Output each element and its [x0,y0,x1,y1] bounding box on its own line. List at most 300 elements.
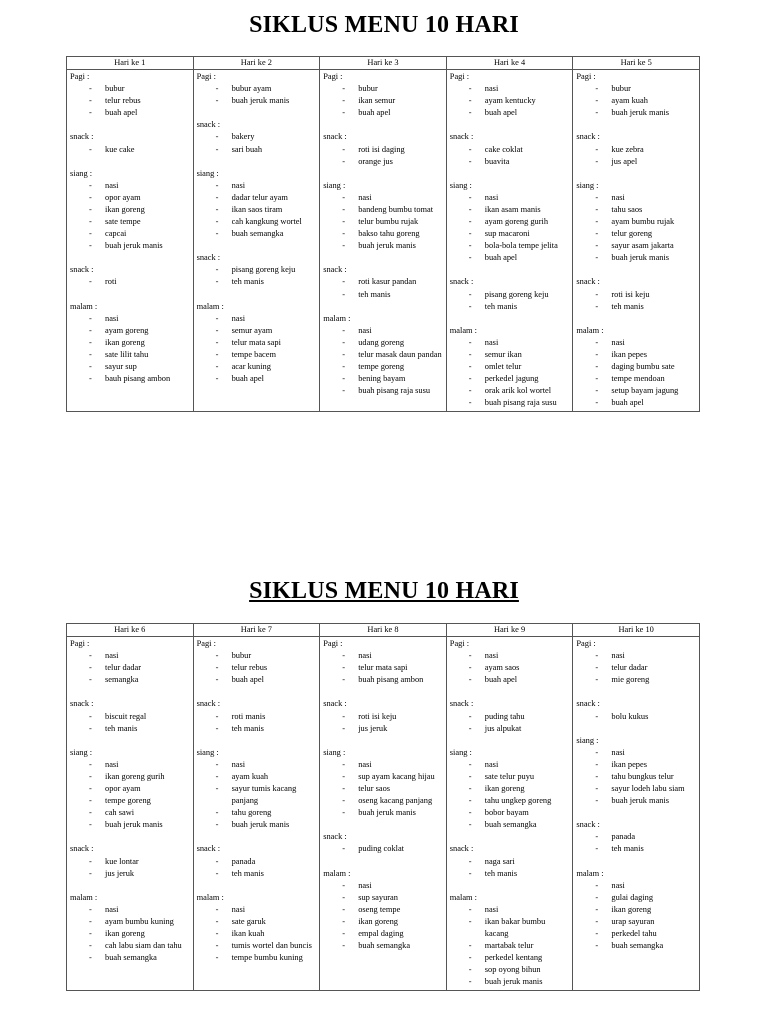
meal-section [450,747,571,832]
menu-item: - telur rebus [216,662,318,674]
menu-item: - ayam kentucky [469,95,571,107]
menu-item: - ikan pepes [595,759,697,771]
menu-item: - buah apel [216,674,318,686]
menu-item: - buah jeruk manis [469,976,571,988]
meal-section [450,180,571,265]
meal-label: malam : [70,892,98,902]
menu-row [67,70,700,412]
menu-item: - bubur [595,83,697,95]
meal-section [70,168,191,253]
menu-item: - tempe mendoan [595,373,697,385]
menu-item: - ikan goreng [89,337,191,349]
menu-item: - telur rebus [89,95,191,107]
menu-item: - nasi [469,192,571,204]
menu-item: - opor ayam [89,192,191,204]
meal-section [197,168,318,241]
meal-label: snack : [323,699,347,709]
meal-section [323,698,444,734]
menu-item: - nasi [595,747,697,759]
menu-item: - ikan kuah [216,928,318,940]
menu-item: - ikan goreng gurih [89,771,191,783]
header-row [67,57,700,70]
menu-item: - buah pisang ambon [342,674,444,686]
menu-item-list [450,856,571,880]
meal-label: malam : [70,301,98,311]
meal-section [197,698,318,734]
menu-item-list [450,337,571,410]
menu-item-list [576,83,697,119]
menu-item: - orange jus [342,156,444,168]
menu-item: - buah jeruk manis [595,795,697,807]
menu-item: - buah semangka [89,952,191,964]
meal-section [70,747,191,832]
menu-item: - nasi [469,650,571,662]
meal-label: Pagi : [196,72,216,82]
menu-item: - nasi [342,759,444,771]
menu-item: - tahu saos [595,204,697,216]
meal-label: siang : [576,180,599,190]
menu-item-list [450,192,571,265]
menu-item: - roti isi daging [342,144,444,156]
menu-item: - bening bayam [342,373,444,385]
menu-item: - ayam bumbu rujak [595,216,697,228]
menu-item: - panada [216,856,318,868]
menu-item-list [323,83,444,119]
menu-item: - opor ayam [89,783,191,795]
menu-item: - teh manis [342,289,444,301]
menu-item: - nasi [89,180,191,192]
menu-item-list [576,880,697,953]
menu-item: - nasi [216,180,318,192]
menu-item: - bubur [216,650,318,662]
menu-item-list [323,276,444,300]
menu-item: - teh manis [216,868,318,880]
menu-item-list [70,83,191,119]
menu-item: - daging bumbu sate [595,361,697,373]
day-menu-cell [67,637,194,991]
day-header: Hari ke 4 [446,57,573,70]
menu-item: - nasi [469,904,571,916]
meal-label: snack : [576,699,600,709]
menu-item-list [197,131,318,155]
menu-item-list [197,264,318,288]
meal-label: siang : [576,735,599,745]
day-header: Hari ke 7 [193,624,320,637]
menu-item: - oseng kacang panjang [342,795,444,807]
day-menu-cell [67,70,194,412]
meal-label: Pagi : [449,639,470,649]
menu-item-list [323,880,444,953]
menu-item: - puding tahu [469,711,571,723]
meal-section [197,747,318,832]
menu-item: - buah jeruk manis [342,240,444,252]
meal-label: snack : [449,277,474,287]
meal-label: siang : [449,180,472,190]
menu-item: - roti kasur pandan [342,276,444,288]
menu-item: - buah jeruk manis [89,240,191,252]
menu-item: - ayam kuah [216,771,318,783]
menu-item-list [450,759,571,832]
menu-item: - cah kangkung wortel [216,216,318,228]
menu-item: - bolu kukus [595,711,697,723]
menu-item: - nasi [89,650,191,662]
meal-section [576,325,697,410]
menu-item: - ikan goreng [469,783,571,795]
meal-section [576,698,697,722]
menu-item: - bola-bola tempe jelita [469,240,571,252]
menu-item: - urap sayuran [595,916,697,928]
meal-label: snack : [323,132,347,142]
menu-item: - pisang goreng keju [469,289,571,301]
menu-item: - setup bayam jagung [595,385,697,397]
menu-item: - dadar telur ayam [216,192,318,204]
meal-section [450,325,571,410]
menu-item: - ikan goreng [89,204,191,216]
meal-label: siang : [70,747,93,757]
menu-item-list [323,144,444,168]
menu-item: - buah jeruk manis [595,252,697,264]
menu-item: - kue lontar [89,856,191,868]
meal-section [70,264,191,288]
day-header: Hari ke 5 [573,57,700,70]
meal-section [323,638,444,686]
menu-item: - omlet telur [469,361,571,373]
meal-label: snack : [196,844,221,854]
day-menu-cell [320,637,447,991]
meal-label: malam : [449,892,477,902]
menu-item: - nasi [342,192,444,204]
menu-item: - ayam bumbu kuning [89,916,191,928]
menu-item: - tahu ungkep goreng [469,795,571,807]
menu-item: - biscuit regal [89,711,191,723]
meal-label: malam : [196,301,224,311]
menu-item: - ayam goreng [89,325,191,337]
menu-item: - telur bumbu rujak [342,216,444,228]
menu-item: - tempe goreng [89,795,191,807]
meal-label: snack : [576,820,600,830]
meal-label: snack : [449,844,474,854]
meal-section [323,313,444,398]
meal-label: siang : [196,168,219,178]
menu-item: - buah pisang raja susu [342,385,444,397]
meal-section [70,843,191,879]
meal-section [70,698,191,734]
day-header: Hari ke 10 [573,624,700,637]
menu-item: - ikan goreng [342,916,444,928]
menu-item-list [70,856,191,880]
menu-item: - buah apel [342,107,444,119]
menu-item: - cake coklat [469,144,571,156]
meal-label: Pagi : [323,72,343,82]
menu-item: - bubur ayam [216,83,318,95]
meal-label: snack : [196,699,221,709]
menu-item: - teh manis [595,843,697,855]
menu-item: - sate garuk [216,916,318,928]
menu-item: - teh manis [89,723,191,735]
menu-item-list [576,144,697,168]
menu-item: - semangka [89,674,191,686]
day-header: Hari ke 2 [193,57,320,70]
meal-label: snack : [70,844,94,854]
menu-item: - buah jeruk manis [216,819,318,831]
menu-item: - perkedel tahu [595,928,697,940]
menu-item: - telur dadar [89,662,191,674]
meal-section [70,638,191,686]
meal-section [450,698,571,734]
menu-item: - ayam saos [469,662,571,674]
meal-section [323,180,444,253]
menu-item: - puding coklat [342,843,444,855]
menu-item: - nasi [342,650,444,662]
meal-section [197,71,318,107]
menu-item: - telur mata sapi [216,337,318,349]
meal-section [323,131,444,167]
meal-section [197,252,318,288]
meal-label: snack : [70,699,94,709]
menu-item: - teh manis [216,276,318,288]
menu-item: - roti isi keju [342,711,444,723]
menu-item-list [70,904,191,964]
menu-item: - gulai daging [595,892,697,904]
meal-label: snack : [449,699,474,709]
day-header: Hari ke 8 [320,624,447,637]
menu-item: - sari buah [216,144,318,156]
menu-item: - nasi [216,313,318,325]
meal-section [576,131,697,167]
meal-label: Pagi : [70,72,90,82]
menu-item: - bauh pisang ambon [89,373,191,385]
menu-row [67,637,700,991]
menu-item-list [323,192,444,252]
meal-section [576,735,697,808]
menu-item: - buah jeruk manis [89,819,191,831]
menu-item: - nasi [469,759,571,771]
menu-item: - tahu bungkus telur [595,771,697,783]
meal-section [197,301,318,386]
menu-item: - ikan pepes [595,349,697,361]
menu-item-list [197,711,318,735]
menu-item: - mie goreng [595,674,697,686]
meal-section [323,264,444,300]
menu-item: - udang goreng [342,337,444,349]
menu-item-list [70,144,191,156]
menu-item: - sayur asam jakarta [595,240,697,252]
menu-item: - pisang goreng keju [216,264,318,276]
menu-item: - jus jeruk [342,723,444,735]
meal-section [450,276,571,312]
menu-item: - semur ayam [216,325,318,337]
menu-item-list [450,650,571,686]
menu-item: - sate tempe [89,216,191,228]
menu-item: - buah semangka [342,940,444,952]
menu-item: - teh manis [469,301,571,313]
day-header: Hari ke 3 [320,57,447,70]
menu-item: - kue cake [89,144,191,156]
menu-item: - nasi [216,759,318,771]
menu-item: - buah pisang raja susu [469,397,571,409]
menu-item-list [197,650,318,686]
menu-item: - roti manis [216,711,318,723]
menu-item-list [323,711,444,735]
meal-section [450,638,571,686]
menu-item-list [197,313,318,386]
menu-item-list [197,180,318,240]
meal-section [576,180,697,265]
menu-item: - ikan asam manis [469,204,571,216]
menu-item: - buah apel [89,107,191,119]
menu-item: - bobor bayam [469,807,571,819]
menu-item: - bakso tahu goreng [342,228,444,240]
meal-section [70,301,191,386]
menu-item: - perkedel jagung [469,373,571,385]
menu-item-list [323,325,444,398]
meal-section [576,71,697,119]
menu-item: - nasi [469,83,571,95]
day-menu-cell [193,70,320,412]
menu-item: - buavita [469,156,571,168]
header-row [67,624,700,637]
menu-item-list [576,711,697,723]
menu-item: - cah labu siam dan tahu [89,940,191,952]
menu-item-list [70,759,191,832]
menu-item: - buah apel [216,373,318,385]
meal-section [450,131,571,167]
menu-item-list [576,650,697,686]
menu-item-list [576,337,697,410]
meal-label: snack : [323,265,347,275]
meal-label: malam : [576,325,604,335]
menu-item-list [450,83,571,119]
menu-item: - ikan semur [342,95,444,107]
menu-item: - bubur [342,83,444,95]
menu-item: - telur saos [342,783,444,795]
menu-item: - bandeng bumbu tomat [342,204,444,216]
menu-table-days-1-5 [66,56,700,412]
menu-item: - teh manis [216,723,318,735]
menu-item: - acar kuning [216,361,318,373]
menu-item-list [323,843,444,855]
meal-section [70,71,191,119]
menu-item-list [197,904,318,964]
meal-label: siang : [449,747,472,757]
menu-item: - buah semangka [469,819,571,831]
meal-section [450,71,571,119]
meal-label: snack : [70,265,94,275]
menu-item: - bakery [216,131,318,143]
meal-section [197,892,318,965]
meal-label: Pagi : [449,72,470,82]
meal-section [576,819,697,855]
menu-item: - kue zebra [595,144,697,156]
menu-item: - nasi [469,337,571,349]
meal-section [197,843,318,879]
menu-item: - nasi [216,904,318,916]
menu-item: - ayam kuah [595,95,697,107]
menu-item: - tempe goreng [342,361,444,373]
menu-item: - empal daging [342,928,444,940]
menu-item: - sayur sup [89,361,191,373]
menu-item-list [576,747,697,807]
day-header: Hari ke 1 [67,57,194,70]
meal-label: Pagi : [196,639,216,649]
day-menu-cell [193,637,320,991]
meal-label: snack : [576,132,600,142]
menu-item: - nasi [342,325,444,337]
menu-item-list [576,192,697,265]
menu-item-list [450,144,571,168]
menu-item: - buah apel [469,674,571,686]
menu-item: - sop oyong bihun [469,964,571,976]
meal-section [576,868,697,953]
meal-label: Pagi : [323,639,343,649]
menu-item: - jus alpukat [469,723,571,735]
meal-section [323,747,444,820]
meal-label: Pagi : [576,72,596,82]
day-header: Hari ke 6 [67,624,194,637]
meal-section [323,868,444,953]
meal-label: malam : [576,868,604,878]
menu-item: - panada [595,831,697,843]
menu-item: - nasi [595,337,697,349]
menu-item: - martabak telur [469,940,571,952]
meal-label: snack : [196,253,221,263]
menu-item: - ikan bakar bumbu kacang [469,916,571,940]
menu-item: - orak arik kol wortel [469,385,571,397]
meal-section [323,71,444,119]
menu-item: - buah jeruk manis [342,807,444,819]
menu-item: - tempe bumbu kuning [216,952,318,964]
menu-item: - tempe bacem [216,349,318,361]
menu-item-list [450,904,571,989]
menu-item: - sup macaroni [469,228,571,240]
meal-label: malam : [449,325,477,335]
menu-item: - capcai [89,228,191,240]
menu-item: - buah jeruk manis [216,95,318,107]
meal-label: siang : [323,180,346,190]
day-menu-cell [320,70,447,412]
menu-item: - tahu goreng [216,807,318,819]
meal-label: Pagi : [576,639,596,649]
day-menu-cell [573,637,700,991]
menu-item: - sup ayam kacang hijau [342,771,444,783]
meal-section [323,831,444,855]
meal-label: siang : [70,168,93,178]
menu-item: - roti isi keju [595,289,697,301]
menu-item: - telur dadar [595,662,697,674]
menu-item: - teh manis [469,868,571,880]
page-title: SIKLUS MENU 10 HARI [249,578,519,604]
menu-item: - teh manis [595,301,697,313]
menu-table-days-6-10 [66,623,700,991]
meal-section [70,892,191,965]
meal-label: siang : [196,747,219,757]
meal-section [576,638,697,686]
menu-item: - semur ikan [469,349,571,361]
menu-item-list [70,650,191,686]
menu-item: - nasi [595,192,697,204]
menu-item-list [323,759,444,819]
menu-item-list [576,831,697,855]
menu-item: - buah apel [595,397,697,409]
meal-label: snack : [449,132,474,142]
menu-item-list [576,289,697,313]
menu-item: - perkedel kentang [469,952,571,964]
meal-label: snack : [323,832,347,842]
menu-item: - cah sawi [89,807,191,819]
menu-item-list [197,759,318,832]
menu-item: - oseng tempe [342,904,444,916]
menu-item-list [450,711,571,735]
